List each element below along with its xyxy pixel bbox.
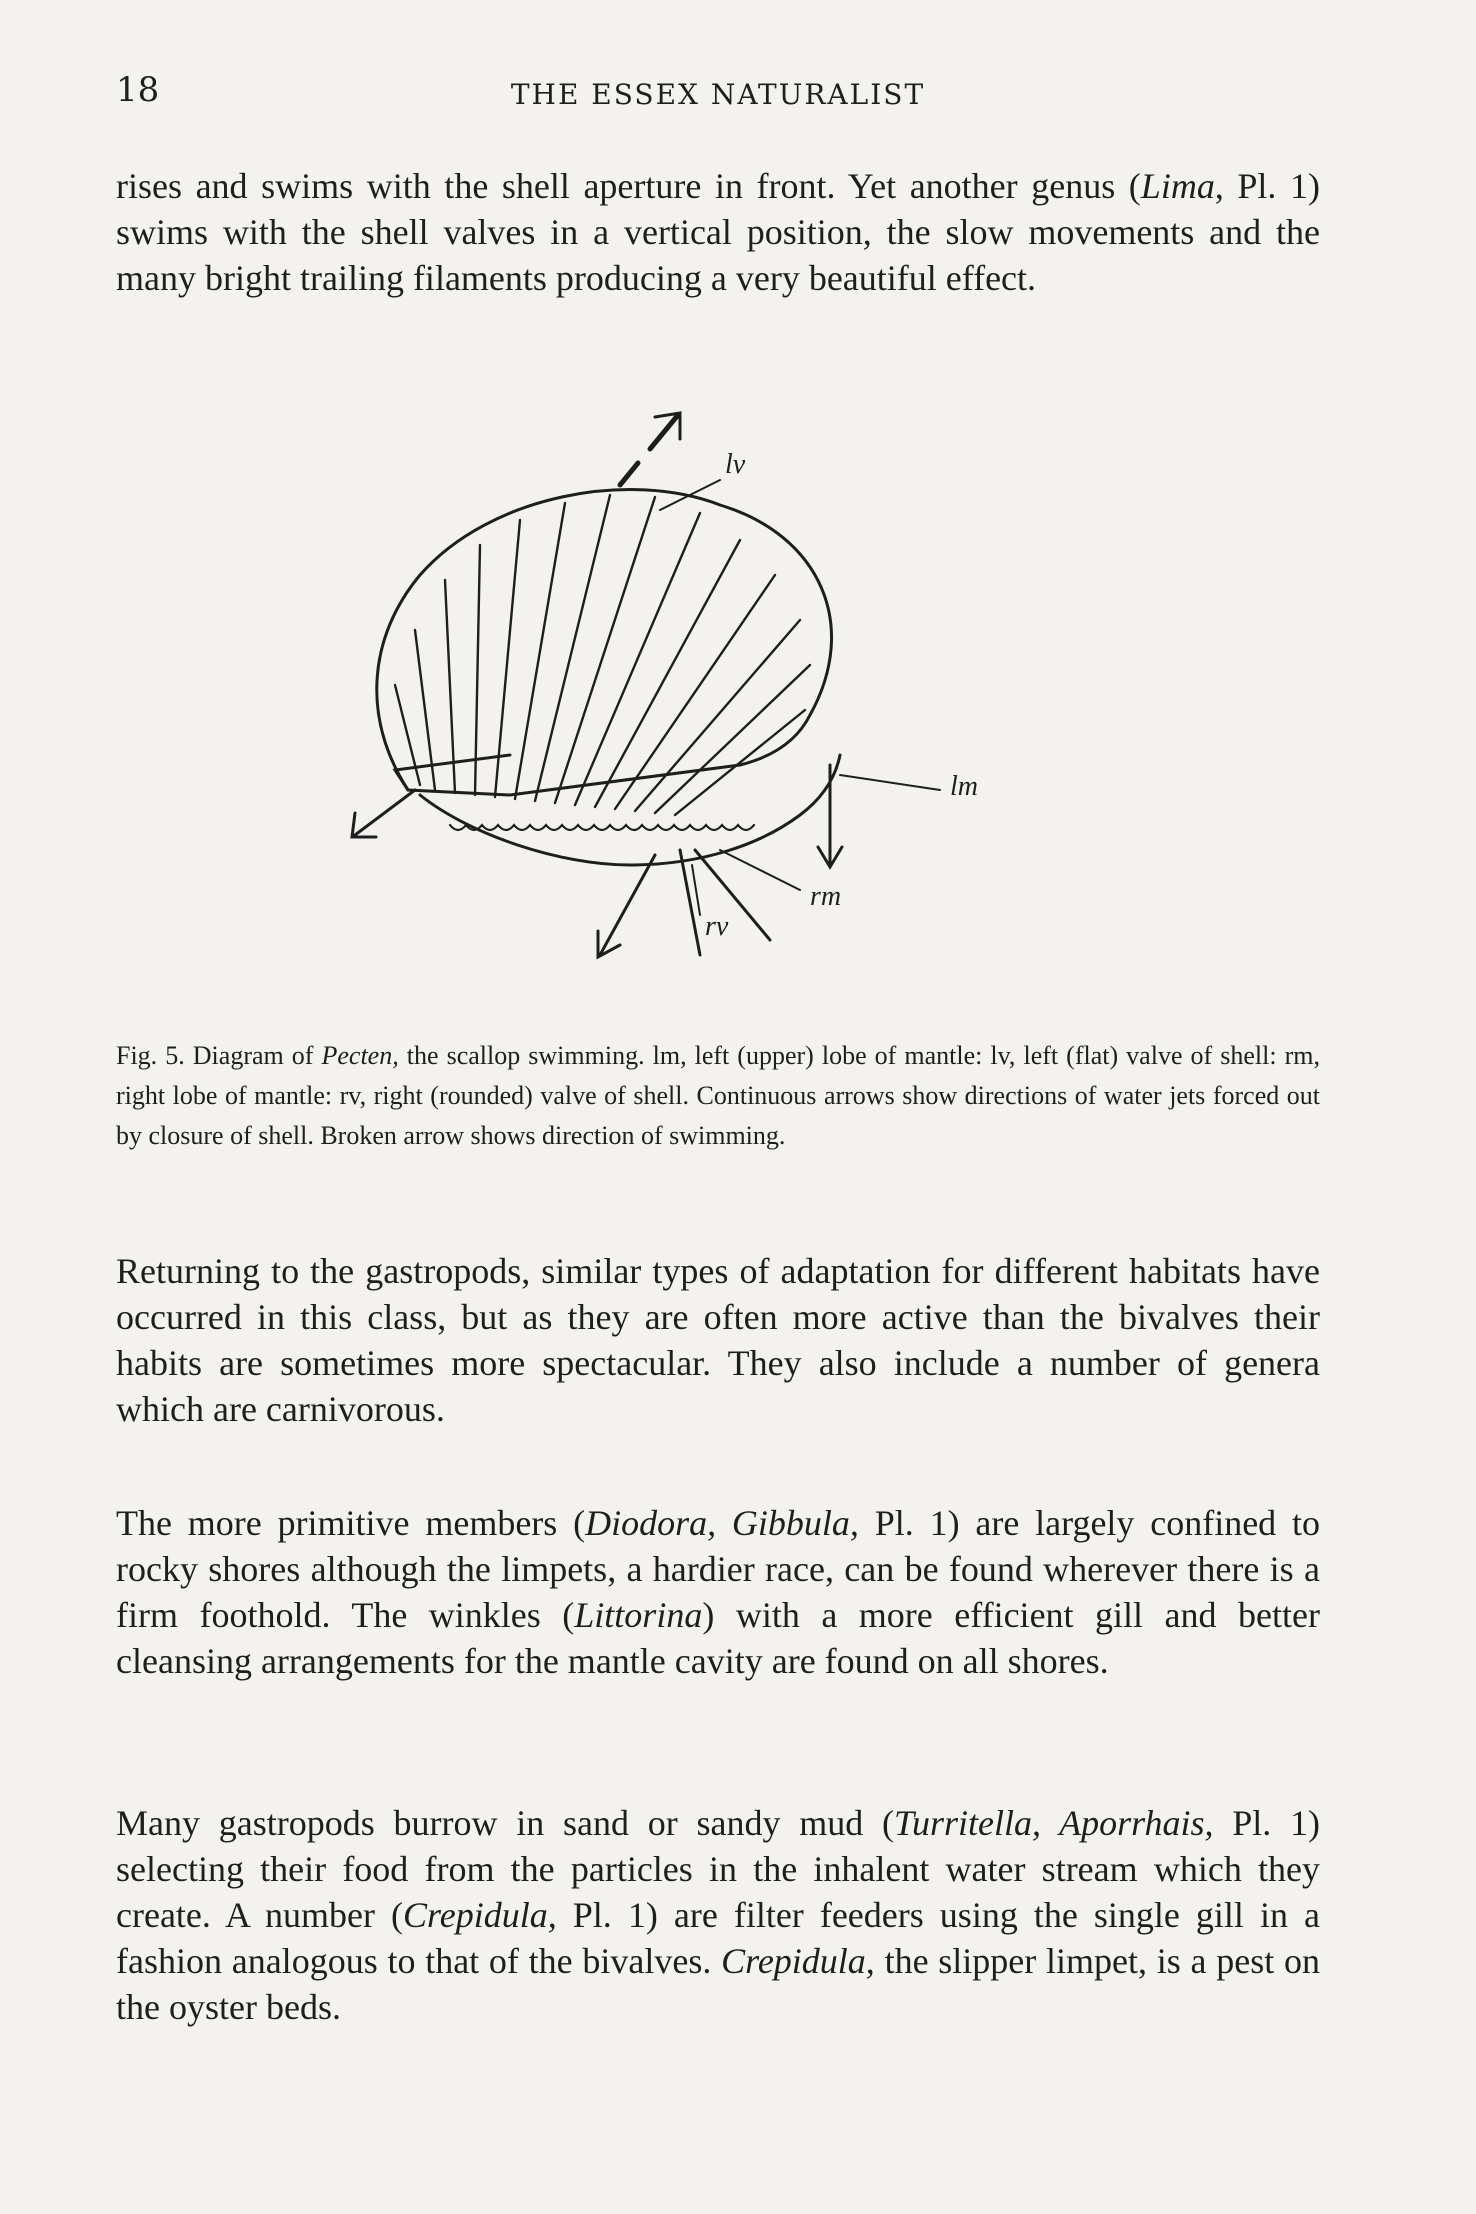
mantle-edge bbox=[450, 825, 754, 830]
page-number: 18 bbox=[116, 70, 160, 110]
water-jet-arrows bbox=[352, 765, 842, 957]
paragraph-lima bbox=[116, 163, 1320, 301]
italic-term: Crepidula, bbox=[403, 1895, 557, 1935]
text-run: The more primitive members ( bbox=[116, 1503, 586, 1543]
italic-term: Lima bbox=[1140, 166, 1215, 206]
left-valve-outline bbox=[377, 490, 832, 795]
right-valve-outline bbox=[420, 755, 840, 865]
label-rv: rv bbox=[705, 911, 729, 942]
page-header bbox=[116, 70, 1320, 120]
italic-term: Crepidula, bbox=[721, 1941, 875, 1981]
figure-caption bbox=[116, 1036, 1320, 1156]
text-run: Pl. 1) are filter feeders using the single gill in a fashion analogous to that of the bivalves. bbox=[116, 1895, 1321, 1981]
label-rm: rm bbox=[810, 881, 842, 912]
pecten-swimming-diagram bbox=[300, 395, 1100, 995]
paragraph-gastropods bbox=[116, 1248, 1320, 1432]
label-lv: lv bbox=[725, 449, 746, 480]
text-run: , Pl. 1) swims with the shell valves in a vertical position, the slow movements and the many bright trailing filaments producing a very beautiful effect. bbox=[116, 166, 1321, 298]
text-run: the scallop swimming. lm, left (upper) lobe of mantle: lv, left (flat) valve of shell: rm, right lobe of mantle: rv, right (rounded) valve of shell. Continuous arrows show directions of water jets forced out by closure of shell. Broken arrow shows direction of swimming. bbox=[116, 1041, 1320, 1150]
paragraph-primitive-members bbox=[116, 1500, 1320, 1684]
swimming-direction-arrow bbox=[620, 413, 680, 485]
text-run: Fig. 5. Diagram of bbox=[116, 1041, 322, 1070]
text-run: Pl. 1) selecting their food from the particles in the inhalent water stream which they create. A number ( bbox=[116, 1803, 1321, 1935]
text-run: Returning to the gastropods, similar types of adaptation for different habitats have occurred in this class, but as they are often more active than the bivalves their habits are sometimes more spectacular. They also include a number of genera which are carnivorous. bbox=[116, 1251, 1320, 1429]
text-run: Many gastropods burrow in sand or sandy mud ( bbox=[116, 1803, 894, 1843]
italic-term: Pecten, bbox=[321, 1041, 399, 1070]
paragraph-burrowing-gastropods bbox=[116, 1800, 1320, 2030]
text-run: ) with a more efficient gill and better cleansing arrangements for the mantle cavity are found on all shores. bbox=[116, 1595, 1320, 1681]
label-lm: lm bbox=[950, 771, 978, 802]
text-run: Pl. 1) are largely confined to rocky shores although the limpets, a hardier race, can be found wherever there is a firm foothold. The winkles ( bbox=[116, 1503, 1320, 1635]
italic-term: Littorina bbox=[574, 1595, 703, 1635]
running-title: THE ESSEX NATURALIST bbox=[510, 78, 926, 111]
italic-term: Diodora, Gibbula, bbox=[585, 1503, 859, 1543]
italic-term: Turritella, Aporrhais, bbox=[893, 1803, 1214, 1843]
text-run: rises and swims with the shell aperture in front. Yet another genus ( bbox=[116, 166, 1141, 206]
text-run: the slipper limpet, is a pest on the oyster beds. bbox=[116, 1941, 1320, 2027]
